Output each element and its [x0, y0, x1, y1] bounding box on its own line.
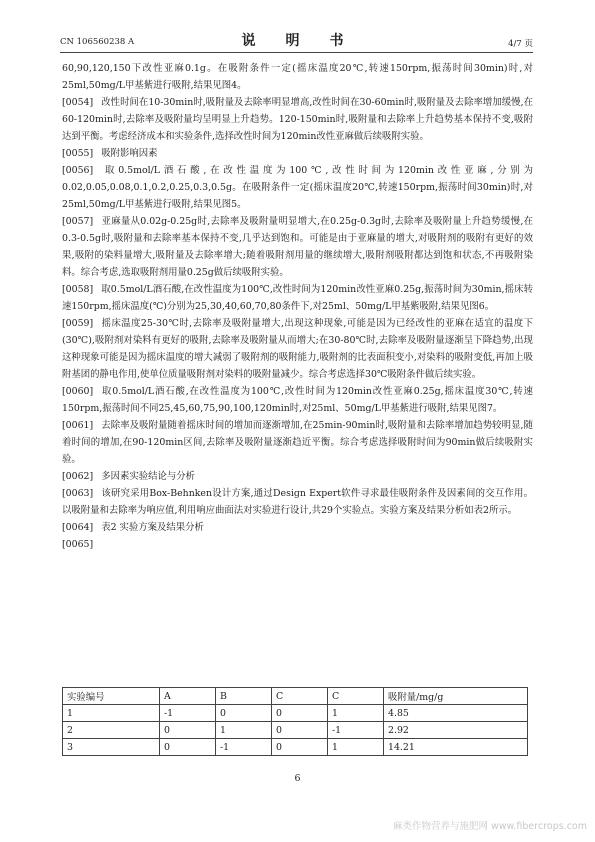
table-cell: 2.92: [384, 722, 528, 739]
paragraph-tag: [0059]: [62, 318, 94, 329]
paragraph-tag: [0055]: [62, 148, 94, 159]
table-cell: -1: [328, 722, 384, 739]
paragraph-text: 取0.5mol/L酒石酸,在改性温度为100℃,改性时间为120min改性亚麻0.25g,摇床温度30℃,转速150rpm,振荡时间不同25,45,60,75,90,100,120min时,对25ml、50mg/L甲基紫进行吸附,结果见图7。: [62, 386, 533, 414]
paragraph-0056: [62, 162, 533, 213]
table-cell: 4.85: [384, 705, 528, 722]
page-indicator: 4/7 页: [508, 39, 533, 49]
table-header-row: [63, 688, 528, 705]
paragraph-tag: [0056]: [62, 165, 94, 176]
section-heading: 多因素实验结论与分析: [101, 471, 195, 482]
body-text: [62, 60, 533, 553]
paragraph-tag: [0060]: [62, 386, 94, 397]
table-cell: 0: [272, 722, 328, 739]
paragraph-text: 取0.5mol/L酒石酸,在改性温度为100℃,改性时间为120min改性亚麻,分别为0.02,0.05,0.08,0.1,0.2,0.25,0.3,0.5g。在吸附条件一定(摇床温度20℃,转速150rpm,振荡时间30min)时,对25ml,50mg/L甲基紫进行吸附,结果见图5。: [62, 165, 533, 210]
table-cell: 3: [63, 739, 160, 756]
table-cell: 0: [272, 739, 328, 756]
table-header-cell: 吸附量/mg/g: [384, 688, 528, 705]
table-header-cell: 实验编号: [63, 688, 160, 705]
paragraph-text: 去除率及吸附量随着摇床时间的增加而逐渐增加,在25min-90min时,吸附量和去除率增加趋势较明显,随着时间的增加,在90-120min区间,去除率及吸附量逐渐趋近平衡。综合考虑选择吸附时间为90min做后续吸附实验。: [62, 420, 533, 465]
paragraph-0062: [62, 468, 533, 485]
table-header-cell: C: [272, 688, 328, 705]
paragraph-0054: [62, 94, 533, 145]
paragraph-0061: [62, 417, 533, 468]
paragraph-tag: [0064]: [62, 522, 94, 533]
paragraph-text: 改性时间在10-30min时,吸附量及去除率明显增高,改性时间在30-60min时,吸附量及去除率增加缓慢,在60-120min时,去除率及吸附量均呈明显上升趋势。120-150min时,吸附量和去除率上升趋势基本保持不变,吸附达到平衡。考虑经济成本和实验条件,选择改性时间为120min改性亚麻做后续吸附实验。: [62, 97, 533, 142]
paragraph-tag: [0063]: [62, 488, 94, 499]
table-row: [63, 705, 528, 722]
page-number: 6: [294, 773, 301, 784]
table-cell: 0: [160, 722, 216, 739]
paragraph-text: 该研究采用Box-Behnken设计方案,通过Design Expert软件寻求最佳吸附条件及因素间的交互作用。以吸附量和去除率为响应值,利用响应曲面法对实验进行设计,共29个实验点。实验方案及结果分析如表2所示。: [62, 488, 533, 516]
table-cell: 0: [160, 739, 216, 756]
table-row: [63, 739, 528, 756]
page-header: [60, 30, 533, 53]
table-cell: 1: [63, 705, 160, 722]
paragraph-0064: [62, 519, 533, 536]
paragraph-text: 摇床温度25-30℃时,去除率及吸附量增大,出现这种现象,可能是因为已经改性的亚麻在适宜的温度下(30℃),吸附剂对染料有更好的吸附,去除率及吸附量从而增大;在30-80℃时,去除率及吸附量逐渐呈下降趋势,出现这种现象可能是因为摇床温度的增大减弱了吸附剂的吸附能力,吸附剂的比表面积变小,对染料的吸附变低,再加上吸附基团的静电作用,使单位质量吸附剂对染料的吸附量减少。综合考虑选择30℃吸附条件做后续实验。: [62, 318, 533, 380]
paragraph-tag: [0058]: [62, 284, 94, 295]
table-cell: 14.21: [384, 739, 528, 756]
paragraph-tag: [0065]: [62, 539, 94, 550]
paragraph-tag: [0054]: [62, 97, 94, 108]
paragraph-continued: [62, 60, 533, 94]
paragraph-0055: [62, 145, 533, 162]
table-cell: 0: [216, 705, 272, 722]
experiment-table: [62, 687, 528, 756]
table-cell: 1: [328, 739, 384, 756]
paragraph-text: 亚麻量从0.02g-0.25g时,去除率及吸附量明显增大,在0.25g-0.3g时,去除率及吸附量上升趋势缓慢,在0.3-0.5g时,吸附量和去除率基本保持不变,几乎达到饱和。可能是由于亚麻量的增大,对吸附剂的吸附有更好的效果,吸附的染料量增大,吸附量及去除率增大;随着吸附剂用量的继续增大,吸附剂吸附都达到饱和状态,不再吸附染料。综合考虑,选取吸附剂用量0.25g做后续吸附实验。: [62, 216, 533, 278]
document-title: 说 明 书: [241, 33, 352, 49]
paragraph-0060: [62, 383, 533, 417]
section-heading: 吸附影响因素: [101, 148, 158, 159]
site-watermark: 麻类作物营养与施肥网 www.fibercrops.com: [392, 821, 587, 832]
paragraph-0057: [62, 213, 533, 281]
table-cell: 0: [272, 705, 328, 722]
paragraph-text: 取0.5mol/L酒石酸,在改性温度为100℃,改性时间为120min改性亚麻0.25g,振荡时间为30min,摇床转速150rpm,摇床温度(℃)分别为25,30,40,60,70,80条件下,对25ml、50mg/L甲基紫吸附,结果见图6。: [62, 284, 533, 312]
table-header-cell: B: [216, 688, 272, 705]
table-header-cell: A: [160, 688, 216, 705]
paragraph-0063: [62, 485, 533, 519]
paragraph-tag: [0061]: [62, 420, 94, 431]
paragraph-0059: [62, 315, 533, 383]
table-cell: 2: [63, 722, 160, 739]
table-cell: 1: [328, 705, 384, 722]
paragraph-tag: [0057]: [62, 216, 94, 227]
paragraph-text: 60,90,120,150下改性亚麻0.1g。在吸附条件一定(摇床温度20℃,转速150rpm,振荡时间30min)时,对25ml,50mg/L甲基紫进行吸附,结果见图4。: [62, 63, 533, 91]
table-caption: 表2 实验方案及结果分析: [101, 522, 204, 533]
table-row: [63, 722, 528, 739]
table-header-cell: C: [328, 688, 384, 705]
table-cell: -1: [160, 705, 216, 722]
table-cell: 1: [216, 722, 272, 739]
publication-number: CN 106560238 A: [60, 37, 135, 47]
paragraph-0058: [62, 281, 533, 315]
table-cell: -1: [216, 739, 272, 756]
paragraph-tag: [0062]: [62, 471, 94, 482]
paragraph-0065: [62, 536, 533, 553]
